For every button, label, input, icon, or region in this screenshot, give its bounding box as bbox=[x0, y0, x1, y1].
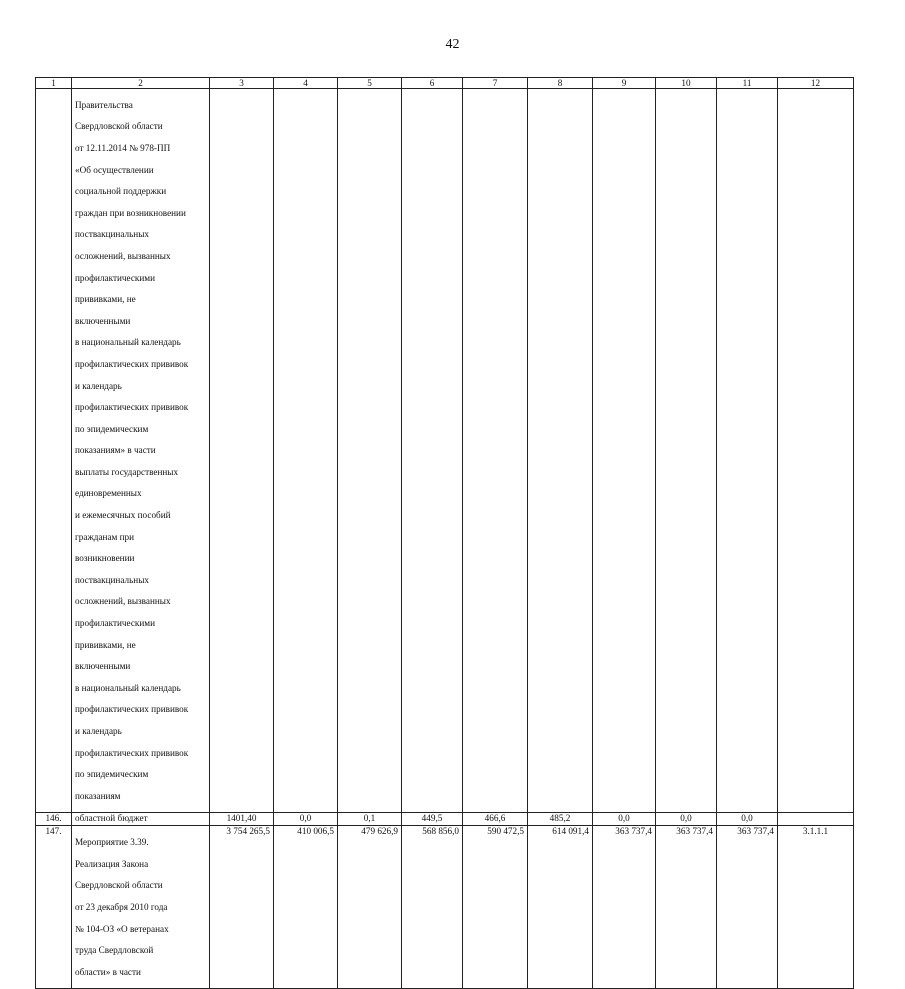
code-cell bbox=[778, 813, 854, 826]
row-name-cell: областной бюджет bbox=[72, 813, 210, 826]
value-cell: 0,0 bbox=[656, 813, 717, 826]
column-header: 6 bbox=[402, 78, 463, 89]
description-line: поствакцинальных bbox=[75, 574, 149, 585]
description-line: профилактическими bbox=[75, 272, 156, 283]
column-header: 1 bbox=[36, 78, 72, 89]
value-cell bbox=[717, 89, 778, 813]
description-line: Свердловской области bbox=[75, 121, 163, 132]
table-row-147 bbox=[36, 826, 854, 989]
value-cell: 449,5 bbox=[402, 813, 463, 826]
description-line: труда Свердловской bbox=[75, 945, 154, 956]
value-cell bbox=[210, 89, 274, 813]
value-cell: 479 626,9 bbox=[338, 826, 402, 989]
description-line: показаниям» в части bbox=[75, 445, 156, 456]
budget-table bbox=[35, 77, 854, 989]
description-line: возникновении bbox=[75, 553, 135, 564]
description-line: № 104-ОЗ «О ветеранах bbox=[75, 923, 169, 934]
value-cell bbox=[656, 89, 717, 813]
column-header: 4 bbox=[274, 78, 338, 89]
value-cell: 410 006,5 bbox=[274, 826, 338, 989]
value-cell: 0,0 bbox=[274, 813, 338, 826]
code-cell bbox=[778, 89, 854, 813]
description-line: профилактических прививок bbox=[75, 358, 189, 369]
row-number-cell bbox=[36, 89, 72, 813]
description-line: включенными bbox=[75, 661, 131, 672]
description-line: профилактических прививок bbox=[75, 704, 189, 715]
description-line: Правительства bbox=[75, 99, 133, 110]
page-number: 42 bbox=[445, 37, 460, 52]
value-cell bbox=[528, 89, 593, 813]
description-line: в национальный календарь bbox=[75, 682, 181, 693]
value-cell: 614 091,4 bbox=[528, 826, 593, 989]
column-header: 2 bbox=[72, 78, 210, 89]
description-line: выплаты государственных bbox=[75, 466, 179, 477]
description-line: осложнений, вызванных bbox=[75, 596, 171, 607]
table-header-row bbox=[36, 78, 854, 89]
value-cell: 0,0 bbox=[717, 813, 778, 826]
description-line: прививками, не bbox=[75, 639, 136, 650]
row-name-cell bbox=[72, 826, 210, 989]
value-cell: 363 737,4 bbox=[656, 826, 717, 989]
column-header: 9 bbox=[593, 78, 656, 89]
row-number-cell: 147. bbox=[36, 826, 72, 989]
description-line: от 23 декабря 2010 года bbox=[75, 901, 168, 912]
description-line: Мероприятие 3.39. bbox=[75, 837, 149, 848]
column-header: 12 bbox=[778, 78, 854, 89]
description-line: от 12.11.2014 № 978-ПП bbox=[75, 142, 171, 153]
column-header: 11 bbox=[717, 78, 778, 89]
value-cell: 485,2 bbox=[528, 813, 593, 826]
value-cell: 590 472,5 bbox=[463, 826, 528, 989]
description-line: и ежемесячных пособий bbox=[75, 510, 171, 521]
column-header: 3 bbox=[210, 78, 274, 89]
description-line: Свердловской области bbox=[75, 880, 163, 891]
value-cell: 363 737,4 bbox=[593, 826, 656, 989]
description-line: включенными bbox=[75, 315, 131, 326]
description-line: поствакцинальных bbox=[75, 229, 149, 240]
value-cell: 0,0 bbox=[593, 813, 656, 826]
description-line: профилактическими bbox=[75, 618, 156, 629]
description-line: осложнений, вызванных bbox=[75, 250, 171, 261]
value-cell: 363 737,4 bbox=[717, 826, 778, 989]
code-cell: 3.1.1.1 bbox=[778, 826, 854, 989]
description-line: профилактических прививок bbox=[75, 402, 189, 413]
value-cell: 1401,40 bbox=[210, 813, 274, 826]
table-row-146 bbox=[36, 813, 854, 826]
description-line: по эпидемическим bbox=[75, 423, 149, 434]
description-line: Реализация Закона bbox=[75, 858, 149, 869]
column-header: 5 bbox=[338, 78, 402, 89]
value-cell bbox=[593, 89, 656, 813]
description-line: в национальный календарь bbox=[75, 337, 181, 348]
description-line: прививками, не bbox=[75, 294, 136, 305]
value-cell bbox=[338, 89, 402, 813]
value-cell: 0,1 bbox=[338, 813, 402, 826]
column-header: 8 bbox=[528, 78, 593, 89]
description-line: и календарь bbox=[75, 380, 122, 391]
description-line: по эпидемическим bbox=[75, 769, 149, 780]
value-cell: 466,6 bbox=[463, 813, 528, 826]
continuation-description-cell bbox=[72, 89, 210, 813]
column-header: 10 bbox=[656, 78, 717, 89]
value-cell bbox=[274, 89, 338, 813]
value-cell bbox=[463, 89, 528, 813]
value-cell: 3 754 265,5 bbox=[210, 826, 274, 989]
description-line: граждан при возникновении bbox=[75, 207, 186, 218]
description-line: «Об осуществлении bbox=[75, 164, 154, 175]
column-header: 7 bbox=[463, 78, 528, 89]
description-line: показаниям bbox=[75, 790, 121, 801]
description-line: единовременных bbox=[75, 488, 142, 499]
description-line: и календарь bbox=[75, 726, 122, 737]
description-line: профилактических прививок bbox=[75, 747, 189, 758]
value-cell bbox=[402, 89, 463, 813]
table-row-continuation bbox=[36, 89, 854, 813]
description-line: области» в части bbox=[75, 966, 141, 977]
row-number-cell: 146. bbox=[36, 813, 72, 826]
description-line: социальной поддержки bbox=[75, 186, 167, 197]
description-line: гражданам при bbox=[75, 531, 135, 542]
value-cell: 568 856,0 bbox=[402, 826, 463, 989]
